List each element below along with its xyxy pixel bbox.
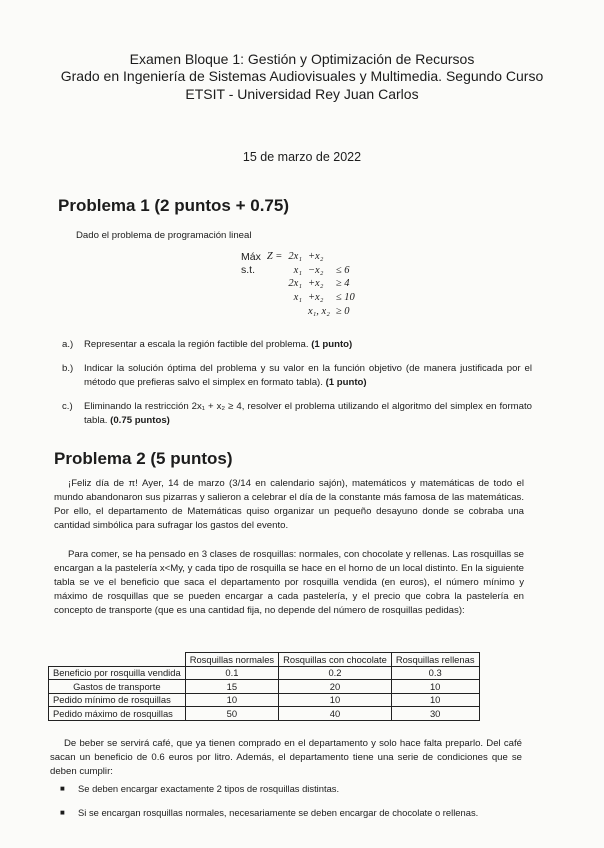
course-title: Examen Bloque 1: Gestión y Optimización de Recursos [129,51,475,67]
problem1-item-b: b.) Indicar la solución óptima del problema y su valor en la función objetivo (de manera justificada por el método que prefieras salvo el simplex en formato tabla). (1 punto) [62,363,532,388]
problem2-coffee: De beber se servirá café, que ya tienen comprado en el departamento y solo hace falta preparlo. Del café sacan un beneficio de 0.6 euros por litro. Además, el departamento tiene una serie de condiciones que se deben cumplir: [50,738,522,777]
degree-line: Grado en Ingeniería de Sistemas Audiovisuales y Multimedia. Segundo Curso [60,68,544,84]
lp-row: 2x₁ +x₂ ≥ 4 [288,278,350,290]
lp-row: s.t. x₁ −x₂ ≤ 6 [241,264,350,277]
bullet-icon: ■ [60,784,65,793]
lp-row: x₁ +x₂ ≤ 10 [293,292,355,304]
condition-item: ■ Si se encargan rosquillas normales, necesariamente se deben encargar de chocolate o rellenas. [60,807,479,818]
lp-row: Máx Z = 2x₁ +x₂ [241,250,324,263]
rosquillas-table [48,652,480,721]
table-row: Gastos de transporte 15 20 10 [49,680,480,694]
bullet-icon: ■ [60,808,65,817]
problem2-context: Para comer, se ha pensado en 3 clases de rosquillas: normales, con chocolate y rellenas. Las rosquillas se encargan a la pastelería x<My, y cada tipo de rosquilla se hace en el horno de un local distinto. En la siguiente tabla se ve el beneficio que saca el departamento por rosquilla vendida (en euros), el número mínimo y máximo de rosquillas que se pueden encargar a cada pastelería, y el precio que cobra la pastelería en concepto de transporte (que es una cantidad fija, no depende del número de rosquillas pedidas): [54,549,524,616]
problem1-title: Problema 1 (2 puntos + 0.75) [58,196,289,215]
lp-row: x₁, x₂ ≥ 0 [307,305,350,317]
problem1-item-a: a.) Representar a escala la región factible del problema. (1 punto) [62,339,353,350]
problem2-intro: ¡Feliz día de π! Ayer, 14 de marzo (3/14 en calendario sajón), matemáticos y matemáticas de todo el mundo abandonaron sus pizarras y salieron a celebrar el día de la constante más famosa de las matemáticas. Por ello, el departamento de Matemáticas quiso organizar un pequeño desayuno donde se cobraba una cantidad simbólica para sufragar los gastos del evento. [54,478,524,531]
table-row: Pedido mínimo de rosquillas 10 10 10 [49,693,480,707]
linear-program [238,250,358,318]
problem1-item-c: c.) Eliminando la restricción 2x₁ + x₂ ≥ 4, resolver el problema utilizando el algoritmo del simplex en formato tabla. (0.75 puntos) [62,401,532,426]
problem1-intro: Dado el problema de programación lineal [76,230,252,241]
table-row: Beneficio por rosquilla vendida 0.1 0.2 0.3 [49,666,480,680]
university-line: ETSIT - Universidad Rey Juan Carlos [185,86,419,102]
exam-date: 15 de marzo de 2022 [242,150,362,164]
condition-item: ■ Se deben encargar exactamente 2 tipos de rosquillas distintas. [60,783,340,794]
problem2-title: Problema 2 (5 puntos) [54,449,233,468]
table-row: Pedido máximo de rosquillas 50 40 30 [49,707,480,721]
table-header-row: Rosquillas normales Rosquillas con chocolate Rosquillas rellenas [49,653,480,667]
